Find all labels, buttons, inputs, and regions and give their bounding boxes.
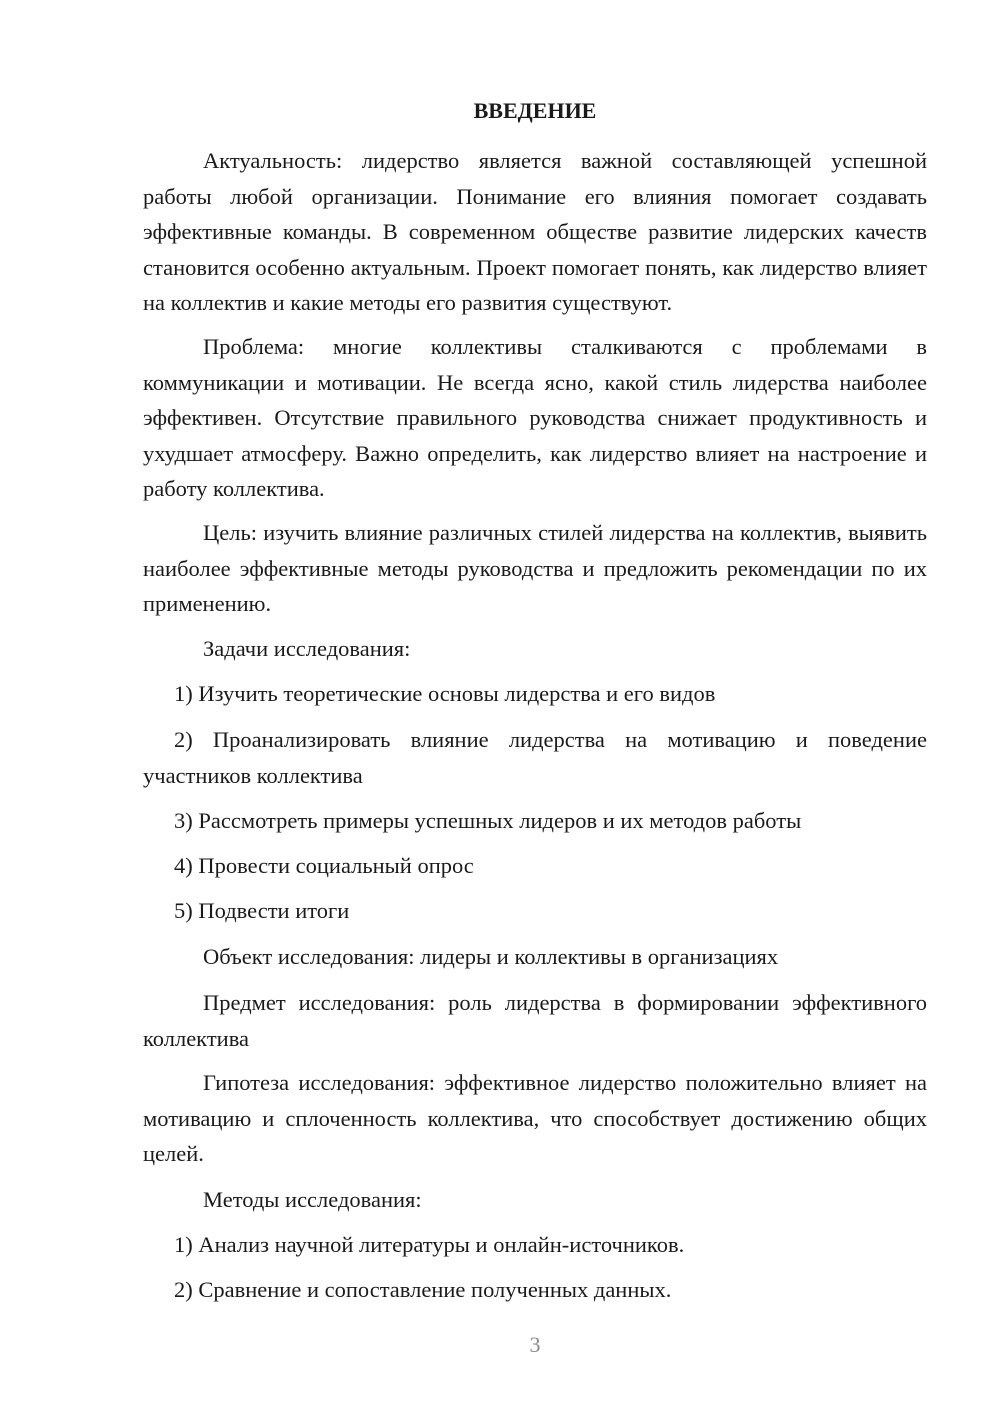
object-paragraph: Объект исследования: лидеры и коллективы в организациях xyxy=(203,944,779,969)
relevance-paragraph: Актуальность: лидерство является важной составляющей успешной работы любой организации. Понимание его влияния помогает создавать эффективные команды. В современном обществе развитие лидерских качеств становится особенно актуальным. Проект помогает понять, как лидерство влияет на коллектив и какие методы его развития существуют. xyxy=(143,148,927,315)
methods-heading: Методы исследования: xyxy=(203,1187,422,1212)
hypothesis-paragraph: Гипотеза исследования: эффективное лидерство положительно влияет на мотивацию и сплоченность коллектива, что способствует достижению общих целей. xyxy=(143,1070,927,1166)
task-item: 4) Провести социальный опрос xyxy=(174,853,474,878)
section-title: ВВЕДЕНИЕ xyxy=(473,98,597,123)
method-item: 1) Анализ научной литературы и онлайн-источников. xyxy=(174,1232,685,1257)
task-item: 3) Рассмотреть примеры успешных лидеров и их методов работы xyxy=(174,808,802,833)
document-page xyxy=(143,0,927,1414)
task-item: 5) Подвести итоги xyxy=(174,898,350,923)
method-item: 2) Сравнение и сопоставление полученных данных. xyxy=(174,1277,672,1302)
subject-paragraph: Предмет исследования: роль лидерства в формировании эффективного коллектива xyxy=(143,990,927,1051)
problem-paragraph: Проблема: многие коллективы сталкиваются с проблемами в коммуникации и мотивации. Не всегда ясно, какой стиль лидерства наиболее эффективен. Отсутствие правильного руководства снижает продуктивность и ухудшает атмосферу. Важно определить, как лидерство влияет на настроение и работу коллектива. xyxy=(143,334,927,501)
goal-paragraph: Цель: изучить влияние различных стилей лидерства на коллектив, выявить наиболее эффективные методы руководства и предложить рекомендации по их применению. xyxy=(143,520,927,616)
task-item: 1) Изучить теоретические основы лидерства и его видов xyxy=(174,681,716,706)
task-item: 2) Проанализировать влияние лидерства на мотивацию и поведение участников коллектива xyxy=(143,727,927,788)
page-number: 3 xyxy=(529,1332,541,1357)
tasks-heading: Задачи исследования: xyxy=(203,636,411,661)
